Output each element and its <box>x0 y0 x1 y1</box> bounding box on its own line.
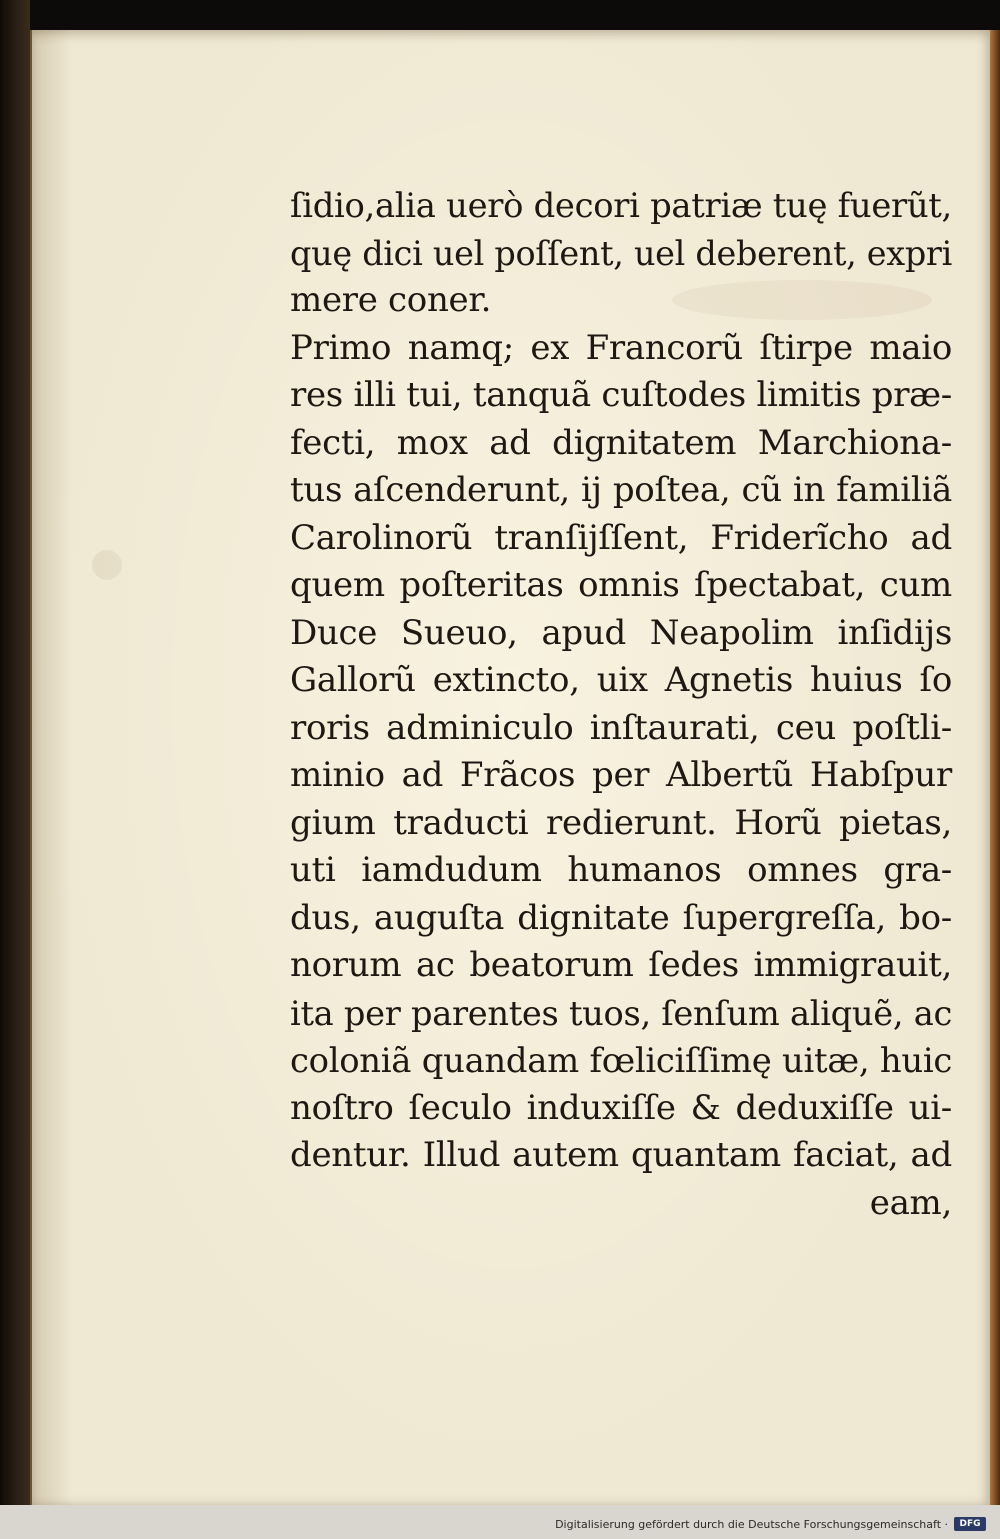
dfg-logo: DFG <box>954 1517 986 1531</box>
text-line: tus aſcenderunt, ij poſtea, cũ in familiã <box>290 470 952 510</box>
text-line: ſidio,alia uerò decori patriæ tuę fuerũt, <box>290 186 952 225</box>
paper-stain <box>92 550 122 580</box>
text-line: mere coner. <box>290 280 492 320</box>
text-line: Carolinorũ tranſijſſent, Friderĩcho ad <box>290 517 952 558</box>
text-line: Primo namq; ex Francorũ ſtirpe maio <box>290 327 952 368</box>
text-line: quę dici uel poſſent, uel deberent, expri <box>290 233 952 273</box>
text-line: coloniã quandam fœliciſſimę uitæ, huic <box>290 1041 952 1080</box>
digitization-credit: Digitalisierung gefördert durch die Deutsche Forschungsgemeinschaft · <box>555 1518 948 1531</box>
catchword: eam, <box>869 1182 952 1223</box>
page-text-block <box>290 182 952 1227</box>
text-line: uti iamdudum humanos omnes gra- <box>290 850 952 890</box>
scan-top-border <box>0 0 1000 30</box>
page-right-edge <box>990 30 1000 1505</box>
text-line: fecti, mox ad dignitatem Marchiona- <box>290 422 952 463</box>
text-line: noſtro ſeculo induxiſſe & deduxiſſe ui- <box>290 1087 952 1128</box>
text-line: minio ad Frãcos per Albertũ Habſpur <box>290 755 952 795</box>
text-line: res illi tui, tanquã cuſtodes limitis præ- <box>290 375 952 415</box>
text-line: ita per parentes tuos, ſenſum aliquẽ, ac <box>290 993 952 1033</box>
book-binding-edge <box>0 0 30 1539</box>
text-line: Gallorũ extincto, uix Agnetis huius ſo <box>290 660 952 700</box>
text-line: quem poſteritas omnis ſpectabat, cum <box>290 565 952 605</box>
text-line: gium traducti redierunt. Horũ pietas, <box>290 802 952 843</box>
text-line: roris adminiculo inſtaurati, ceu poſtli- <box>290 707 952 748</box>
text-line: norum ac beatorum ſedes immigrauit, <box>290 945 952 985</box>
text-line: dus, auguſta dignitate ſupergreſſa, bo- <box>290 897 952 938</box>
text-line: dentur. Illud autem quantam faciat, ad <box>290 1135 952 1175</box>
text-line: Duce Sueuo, apud Neapolim inſidijs <box>290 612 952 653</box>
